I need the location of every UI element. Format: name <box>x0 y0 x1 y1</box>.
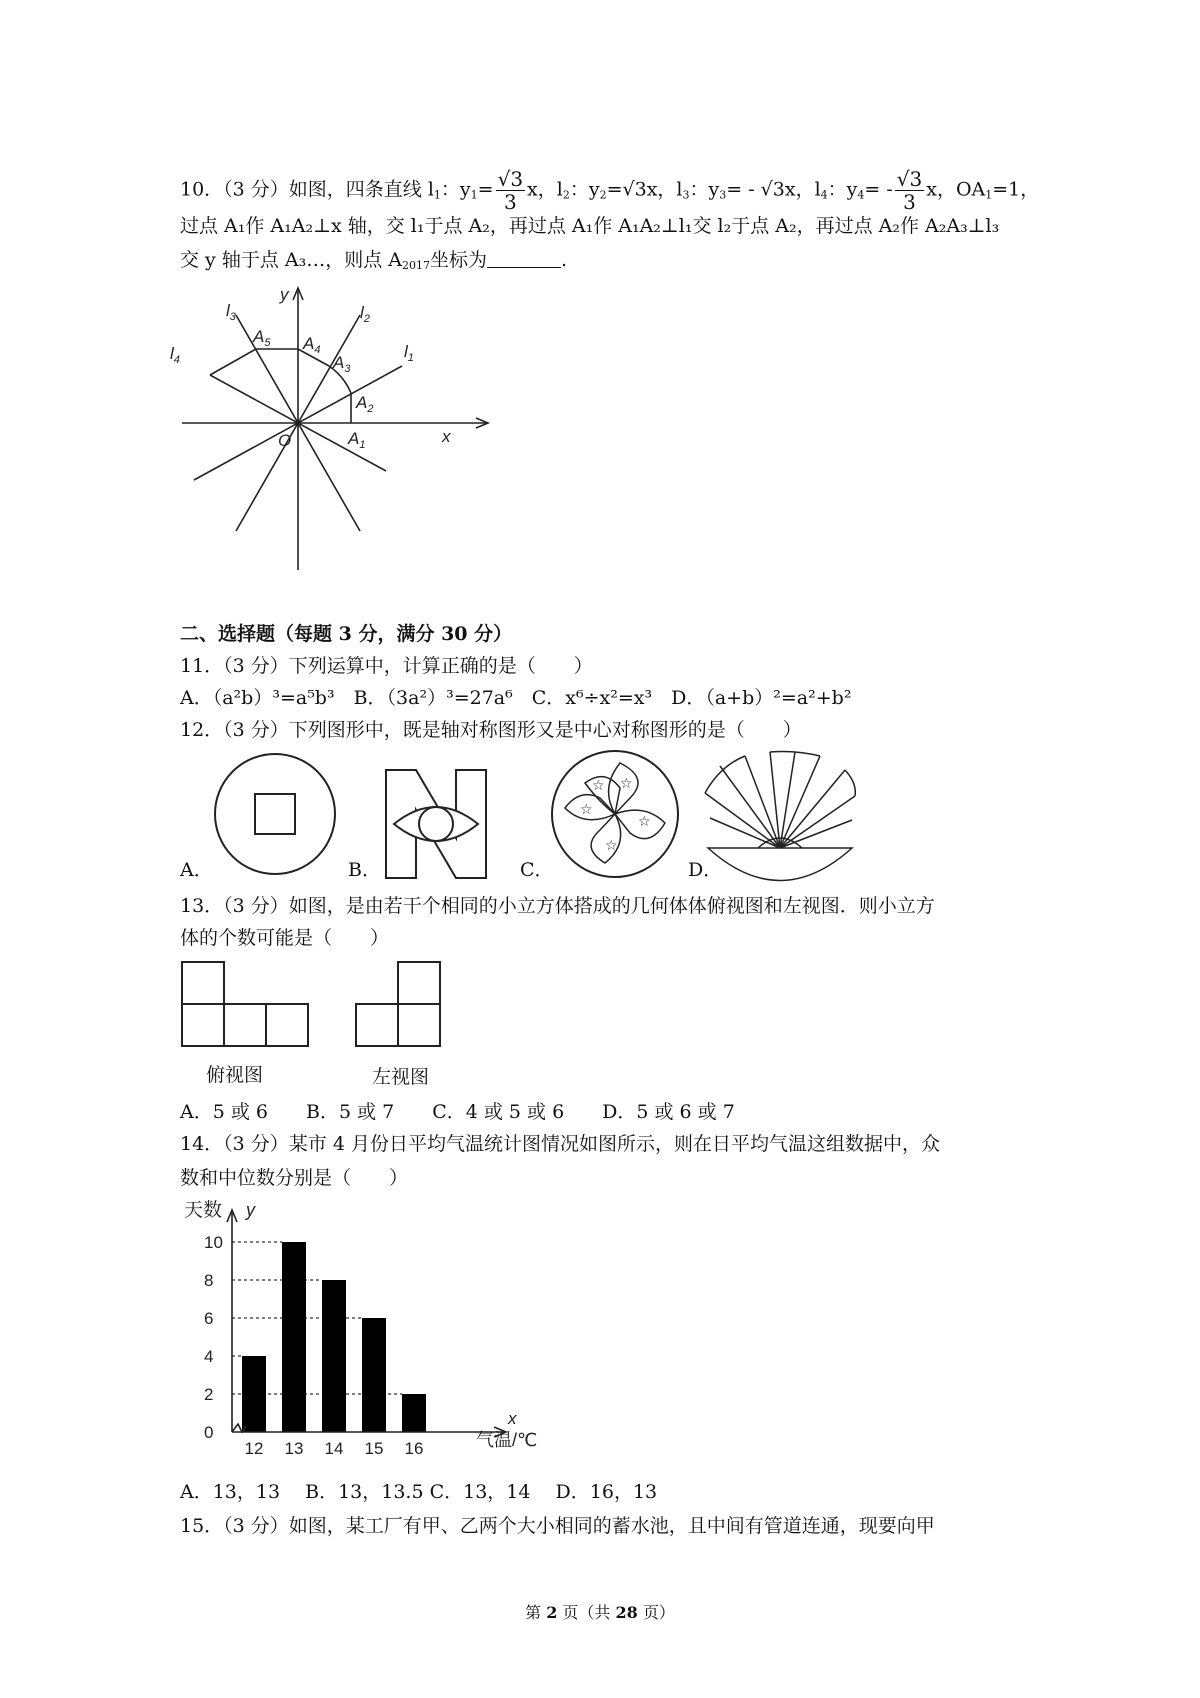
y-tick-label: 6 <box>204 1309 214 1328</box>
q13-options: A．5 或 6 B．5 或 7 C．4 或 5 或 6 D．5 或 6 或 7 <box>180 1101 735 1123</box>
left-view-label: 左视图 <box>372 1066 430 1088</box>
x-tick-label: 14 <box>324 1439 344 1458</box>
top-view <box>182 962 308 1046</box>
y-axis-label: y <box>280 285 289 304</box>
x-tick-label: 13 <box>284 1439 304 1458</box>
q10-line3: 交 y 轴于点 A₃…，则点 $A_{2017}$坐标为 . <box>180 249 568 272</box>
q13-figures <box>180 960 480 1060</box>
answer-blank[interactable] <box>487 247 561 268</box>
q12-label-c[interactable]: C． <box>520 859 554 881</box>
y-tick-label: 8 <box>204 1271 214 1290</box>
q12-label-a[interactable]: A． <box>180 859 213 881</box>
label-A4: $A_4$ <box>303 334 321 356</box>
q15-stem-line1: 15．（3 分）如图，某工厂有甲、乙两个大小相同的蓄水池，且中间有管道连通，现要向甲 <box>180 1515 935 1537</box>
q13-stem-line2: 体的个数可能是（ ） <box>180 927 390 949</box>
y-axis-title: 天数 <box>184 1200 223 1221</box>
segment-A5 <box>210 349 256 375</box>
q14-stem-line1: 14．（3 分）某市 4 月份日平均气温统计图情况如图所示，则在日平均气温这组数据中，众 <box>180 1133 940 1155</box>
top-view-label: 俯视图 <box>206 1064 264 1086</box>
label-l4: $l_4$ <box>170 344 180 366</box>
figure-b-eye <box>394 807 478 841</box>
label-A1: $A_1$ <box>348 429 366 451</box>
q10-line2: 过点 A₁作 A₁A₂⊥x 轴，交 l₁于点 A₂，再过点 A₁作 A₁A₂⊥l₁交 l₂于点 A₂，再过点 A₂作 A₂A₃⊥l₃ <box>180 215 1000 237</box>
y-tick-label: 2 <box>204 1385 214 1404</box>
q13-stem-line1: 13．（3 分）如图，是由若干个相同的小立方体搭成的几何体体俯视图和左视图．则小立方 <box>180 895 935 917</box>
y-axis-letter: y <box>246 1200 255 1220</box>
star-icon: ☆ <box>580 801 593 817</box>
x-tick-label: 16 <box>404 1439 424 1458</box>
star-icon: ☆ <box>592 777 605 793</box>
bar-16 <box>402 1394 426 1432</box>
x-tick-label: 15 <box>364 1439 384 1458</box>
y-tick-label: 0 <box>204 1423 214 1442</box>
q14-stem-line2: 数和中位数分别是（ ） <box>180 1167 409 1189</box>
left-view <box>356 962 440 1046</box>
temperature-bar-chart <box>180 1196 560 1466</box>
q12-label-d[interactable]: D． <box>688 859 723 881</box>
star-icon: ☆ <box>605 837 618 853</box>
star-icon: ☆ <box>638 813 651 829</box>
y-tick-label: 4 <box>204 1347 214 1366</box>
bar-13 <box>282 1242 306 1432</box>
section-title: 二、选择题（每题 3 分，满分 30 分） <box>180 623 513 645</box>
q11-options: A．（a²b）³=a⁵b³ B．（3a²）³=27a⁶ C．x⁶÷x²=x³ D．（a+b）²=a²+b² <box>180 687 852 709</box>
q10-line1: 10．（3 分）如图，四条直线 $l_1$：$y_1=$ $\frac{√3}{3}$ x，$l_2$：$y_2=√3x$，$l_3$：$y_3= - √3x$，$l_4$：$y_4=$ - $\frac{√3}{3}$ x，$OA_1=1$， <box>180 167 1040 214</box>
figure-a-square <box>255 794 295 834</box>
fraction: $\frac{√3}{3}$ <box>497 167 524 214</box>
x-tick-label: 12 <box>244 1439 264 1458</box>
figure-d-fan <box>705 752 855 881</box>
page-footer: 第 2 页（共 28 页） <box>525 1603 675 1622</box>
x-axis-label: x <box>442 427 451 446</box>
label-l1: $l_1$ <box>404 342 414 364</box>
q10-figure <box>170 280 500 580</box>
q12-label-b[interactable]: B． <box>348 859 381 881</box>
y-tick-label: 10 <box>204 1233 223 1252</box>
bar-14 <box>322 1280 346 1432</box>
origin-label: O <box>278 431 292 450</box>
q14-options: A．13，13 B．13，13.5 C．13，14 D．16，13 <box>180 1481 658 1503</box>
label-A5: $A_5$ <box>253 327 271 349</box>
q11-stem: 11．（3 分）下列运算中，计算正确的是（ ） <box>180 655 593 677</box>
bar-12 <box>242 1356 266 1432</box>
label-A3: $A_3$ <box>333 353 351 375</box>
label-l2: $l_2$ <box>360 303 370 325</box>
bar-15 <box>362 1318 386 1432</box>
label-A2: $A_2$ <box>356 393 374 415</box>
x-axis-title: 气温/℃ <box>476 1430 538 1450</box>
q12-stem: 12．（3 分）下列图形中，既是轴对称图形又是中心对称图形的是（ ） <box>180 719 802 741</box>
figure-a-circle <box>215 754 335 874</box>
star-icon: ☆ <box>620 775 633 791</box>
x-axis-letter: x <box>508 1409 517 1428</box>
label-l3: $l_3$ <box>226 301 236 323</box>
fraction: $\frac{√3}{3}$ <box>896 167 923 214</box>
